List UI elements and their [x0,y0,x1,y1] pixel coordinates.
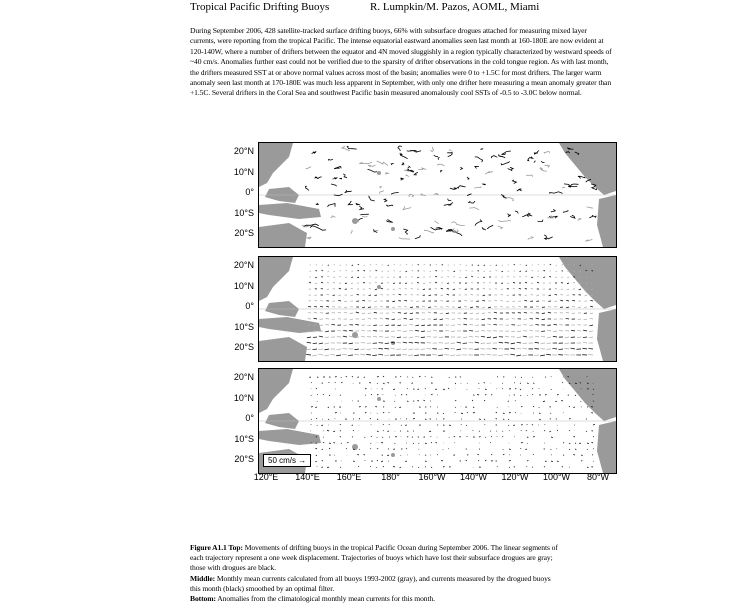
vector-field [302,146,597,241]
panel-middle-mean-currents [258,256,617,362]
caption-middle-text: Monthly mean currents calculated from all buoys 1993-2002 (gray), and currents measured by the drogued buoys this month (black) smoothed by an optimal filter. [190,573,551,593]
landmass-new-guinea [259,317,321,333]
caption-top [190,543,560,574]
scale-legend-label: 50 cm/s [268,456,297,465]
page-header [190,1,540,13]
landmass-asia [259,369,293,413]
scale-legend [263,454,311,467]
island [377,171,381,175]
page-title: Tropical Pacific Drifting Buoys [190,1,330,13]
lon-label: 140°W [459,472,488,482]
lon-label: 80°W [586,472,610,482]
landmass-south-america [597,195,616,247]
island [352,218,358,224]
island [377,397,381,401]
caption-top-label: Figure A1.1 Top: [190,543,243,552]
vector-field [309,376,595,468]
island [391,453,395,457]
author-line: R. Lumpkin/M. Pazos, AOML, Miami [370,1,540,13]
landmass-asia [259,143,293,187]
lon-label: 100°W [542,472,571,482]
caption-bottom-text: Anomalies from the climatological monthly mean currents for this month. [215,594,435,604]
island [391,227,395,231]
lat-label: 0° [245,413,254,423]
lat-label: 10°N [233,166,254,177]
lat-label: 10°S [234,321,254,332]
landmass-new-guinea [259,203,321,219]
landmass-south-america [597,421,616,473]
caption-top-text: Movements of drifting buoys in the tropical Pacific Ocean during September 2006. The linear segments of each trajectory represent a one week displacement. Trajectories of buoys which have lost their subsurface drogues are gray; those with drogues are black. [190,543,558,573]
lat-label: 0° [245,187,254,197]
landmass-central-america [559,257,616,309]
caption-bottom-label: Bottom: [190,594,216,604]
landmass-australia [259,337,307,361]
landmass-central-america [559,143,616,195]
lat-label: 10°S [234,207,254,218]
figure-a1-1 [222,142,626,492]
lat-label: 10°N [233,280,254,291]
panel-top-trajectories [258,142,617,248]
lon-label: 140°E [295,472,320,482]
lat-label: 20°S [234,454,254,464]
intro-paragraph: During September 2006, 428 satellite-tracked surface drifting buoys, 66% with subsurface drogues attached for measuring mixed layer currents, were reporting from the tropical Pacific. The intense equatorial eastward anomalies seen last month at 160-180E are now evident at 120-140W, where a number of drifters between the equator and 4N moved sluggishly in a region typically characterized by westward speeds of ~40 cm/s. Anomalies further east could not be verified due to the sparsity of drifter observations in the cold tongue region. As with last month, the drifters measured SST at or above normal values across most of the basin; anomalies were 0 to +1.5C for most drifters. The larger warm anomaly seen last month at 170-180E was much less apparent in September, with only one drifter here measuring a mean anomaly greater than +1.5C. Several drifters in the Coral Sea and southwest Pacific basin measured anomalously cool SSTs of -0.5 to -3.0C below normal. [190,26,612,98]
lon-label: 120°E [253,472,279,482]
lat-label: 20°N [233,372,254,382]
panel-bottom-anomalies [258,368,617,474]
lon-label: 160°W [418,472,446,482]
lat-label: 10°S [234,433,254,444]
caption-bottom [190,594,560,604]
landmass-south-america [597,309,616,361]
lat-label: 20°N [233,260,254,270]
landmass-australia [259,223,307,247]
lat-label: 10°N [233,392,254,403]
landmass-new-guinea [259,429,321,445]
figure-caption [190,543,560,604]
lon-label: 160°E [336,472,362,482]
vector-field [306,264,593,356]
arrow-right-icon: → [298,456,307,465]
lon-label: 180° [381,472,400,482]
lon-label: 120°W [501,472,529,482]
caption-middle-label: Middle: [190,573,216,583]
lat-label: 0° [245,301,254,311]
island [352,444,358,450]
lat-label: 20°S [234,342,254,352]
lat-label: 20°S [234,228,254,238]
caption-middle [190,574,560,594]
landmass-asia [259,257,293,301]
island [377,285,381,289]
lat-label: 20°N [233,146,254,156]
